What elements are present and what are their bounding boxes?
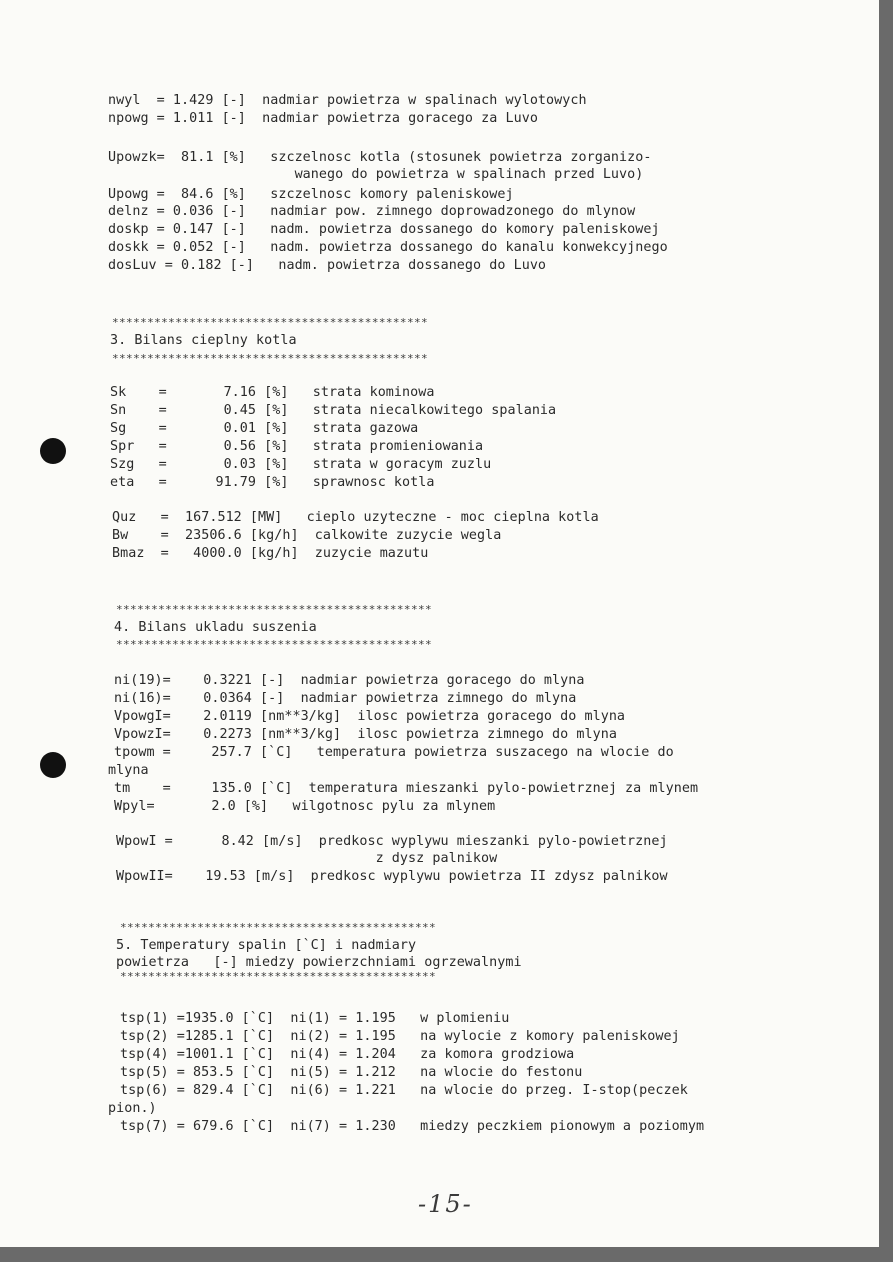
page-number: -15- bbox=[418, 1190, 473, 1218]
temperature-row: tsp(4) =1001.1 [`C] ni(4) = 1.204 za komora grodziowa bbox=[120, 1047, 575, 1062]
separator-stars: ********************************************* bbox=[112, 316, 429, 329]
velocity-line: WpowI = 8.42 [m/s] predkosc wyplywu mieszanki pylo-powietrznej bbox=[116, 834, 668, 849]
param-line: doskk = 0.052 [-] nadm. powietrza dossanego do kanalu konwekcyjnego bbox=[108, 240, 668, 255]
velocity-line: z dysz palnikow bbox=[116, 851, 498, 866]
param-line: npowg = 1.011 [-] nadmiar powietrza goracego za Luvo bbox=[108, 111, 538, 126]
drying-line: tm = 135.0 [`C] temperatura mieszanki pylo-powietrznej za mlynem bbox=[114, 781, 699, 796]
drying-line: VpowgI= 2.0119 [nm**3/kg] ilosc powietrza goracego do mlyna bbox=[114, 709, 626, 724]
drying-line: Wpyl= 2.0 [%] wilgotnosc pylu za mlynem bbox=[114, 799, 496, 814]
temperature-row: pion.) bbox=[108, 1101, 157, 1116]
loss-line: Sg = 0.01 [%] strata gazowa bbox=[110, 421, 419, 436]
separator-stars: ********************************************* bbox=[120, 970, 437, 983]
temperature-row: tsp(2) =1285.1 [`C] ni(2) = 1.195 na wylocie z komory paleniskowej bbox=[120, 1029, 680, 1044]
temperature-row: tsp(1) =1935.0 [`C] ni(1) = 1.195 w plomieniu bbox=[120, 1011, 510, 1026]
param-line: doskp = 0.147 [-] nadm. powietrza dossanego do komory paleniskowej bbox=[108, 222, 660, 237]
velocity-line: WpowII= 19.53 [m/s] predkosc wyplywu powietrza II zdysz palnikow bbox=[116, 869, 668, 884]
separator-stars: ********************************************* bbox=[120, 921, 437, 934]
punch-hole-upper bbox=[40, 438, 66, 464]
drying-line: VpowzI= 0.2273 [nm**3/kg] ilosc powietrza zimnego do mlyna bbox=[114, 727, 617, 742]
param-line: nwyl = 1.429 [-] nadmiar powietrza w spalinach wylotowych bbox=[108, 93, 587, 108]
param-line: Upowg = 84.6 [%] szczelnosc komory paleniskowej bbox=[108, 187, 514, 202]
param-line: wanego do powietrza w spalinach przed Luvo) bbox=[108, 167, 644, 182]
loss-line: Szg = 0.03 [%] strata w goracym zuzlu bbox=[110, 457, 492, 472]
drying-line: mlyna bbox=[108, 763, 149, 778]
punch-hole-lower bbox=[40, 752, 66, 778]
temperature-row: tsp(6) = 829.4 [`C] ni(6) = 1.221 na wlocie do przeg. I-stop(peczek bbox=[120, 1083, 688, 1098]
total-line: Quz = 167.512 [MW] cieplo uzyteczne - moc cieplna kotla bbox=[112, 510, 599, 525]
param-line: dosLuv = 0.182 [-] nadm. powietrza dossanego do Luvo bbox=[108, 258, 547, 273]
param-line: delnz = 0.036 [-] nadmiar pow. zimnego doprowadzonego do mlynow bbox=[108, 204, 636, 219]
loss-line: Sk = 7.16 [%] strata kominowa bbox=[110, 385, 435, 400]
total-line: Bmaz = 4000.0 [kg/h] zuzycie mazutu bbox=[112, 546, 429, 561]
temperature-row: tsp(7) = 679.6 [`C] ni(7) = 1.230 miedzy peczkiem pionowym a poziomym bbox=[120, 1119, 705, 1134]
temperature-row: tsp(5) = 853.5 [`C] ni(5) = 1.212 na wlocie do festonu bbox=[120, 1065, 583, 1080]
drying-line: ni(19)= 0.3221 [-] nadmiar powietrza goracego do mlyna bbox=[114, 673, 585, 688]
separator-stars: ********************************************* bbox=[112, 352, 429, 365]
total-line: Bw = 23506.6 [kg/h] calkowite zuzycie wegla bbox=[112, 528, 502, 543]
section-5-title-cont: powietrza [-] miedzy powierzchniami ogrzewalnymi bbox=[116, 955, 522, 970]
loss-line: Spr = 0.56 [%] strata promieniowania bbox=[110, 439, 484, 454]
param-line: Upowzk= 81.1 [%] szczelnosc kotla (stosunek powietrza zorganizo- bbox=[108, 150, 652, 165]
section-3-title: 3. Bilans cieplny kotla bbox=[110, 333, 297, 348]
separator-stars: ********************************************* bbox=[116, 638, 433, 651]
loss-line: Sn = 0.45 [%] strata niecalkowitego spalania bbox=[110, 403, 557, 418]
section-5-title: 5. Temperatury spalin [`C] i nadmiary bbox=[116, 938, 417, 953]
loss-line: eta = 91.79 [%] sprawnosc kotla bbox=[110, 475, 435, 490]
drying-line: tpowm = 257.7 [`C] temperatura powietrza suszacego na wlocie do bbox=[114, 745, 674, 760]
section-4-title: 4. Bilans ukladu suszenia bbox=[114, 620, 317, 635]
drying-line: ni(16)= 0.0364 [-] nadmiar powietrza zimnego do mlyna bbox=[114, 691, 577, 706]
separator-stars: ********************************************* bbox=[116, 603, 433, 616]
